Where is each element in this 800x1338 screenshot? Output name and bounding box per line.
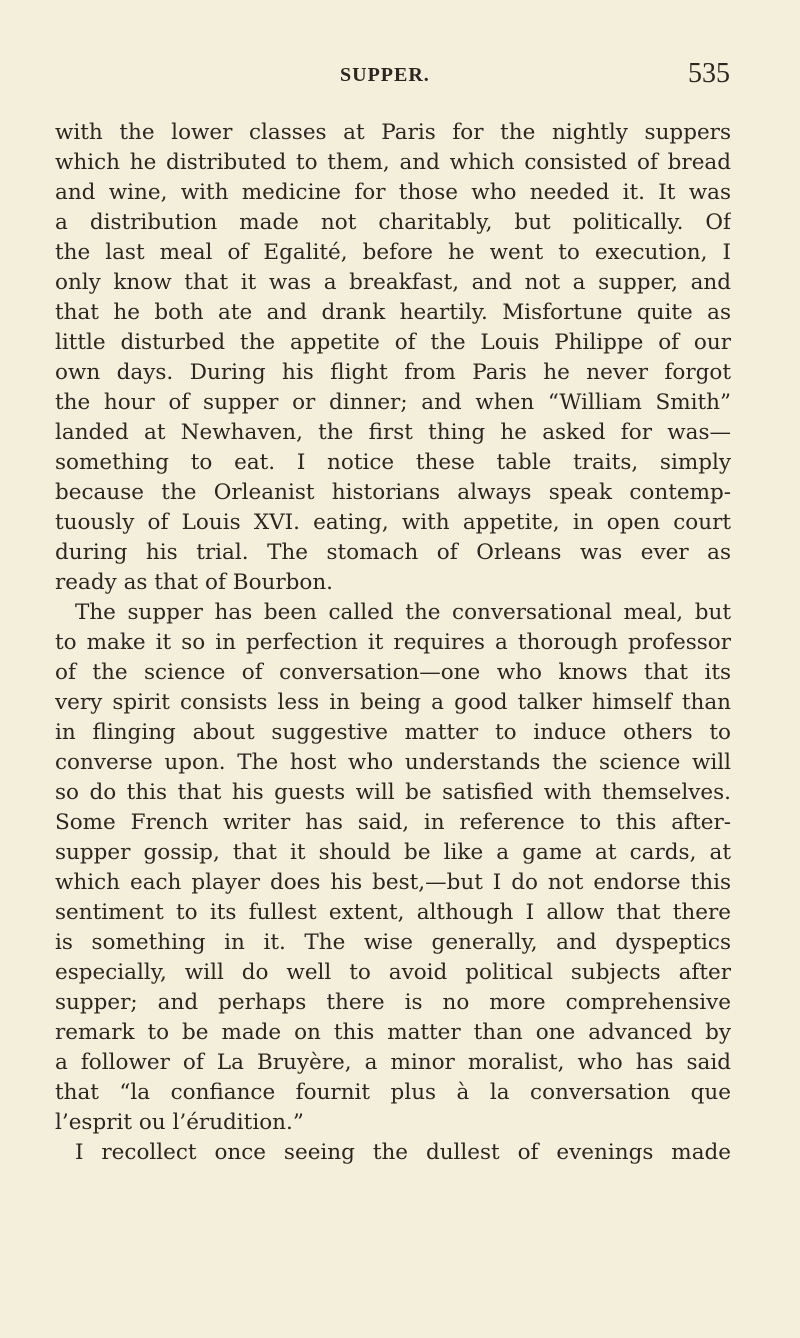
running-title: SUPPER. bbox=[340, 64, 430, 86]
text-line: so do this that his guests will be satisfied with themselves. bbox=[55, 780, 731, 805]
text-line: the hour of supper or dinner; and when “William Smith” bbox=[55, 390, 731, 415]
text-line: which he distributed to them, and which consisted of bread bbox=[55, 150, 731, 175]
page-number: 535 bbox=[688, 58, 730, 89]
text-line: to make it so in perfection it requires a thorough professor bbox=[55, 630, 731, 655]
text-line: the last meal of Egalité, before he went to execution, I bbox=[55, 240, 731, 265]
text-line: a follower of La Bruyère, a minor moralist, who has said bbox=[55, 1050, 731, 1075]
text-line: Some French writer has said, in reference to this after- bbox=[55, 810, 731, 835]
text-line: remark to be made on this matter than one advanced by bbox=[55, 1020, 731, 1045]
text-line: during his trial. The stomach of Orleans was ever as bbox=[55, 540, 731, 565]
text-line: and wine, with medicine for those who needed it. It was bbox=[55, 180, 731, 205]
running-head bbox=[0, 58, 800, 94]
text-line: in flinging about suggestive matter to induce others to bbox=[55, 720, 731, 745]
text-line: converse upon. The host who understands the science will bbox=[55, 750, 731, 775]
text-line: sentiment to its fullest extent, although I allow that there bbox=[55, 900, 731, 925]
text-line: only know that it was a breakfast, and not a supper, and bbox=[55, 270, 731, 295]
text-line: because the Orleanist historians always speak contemp- bbox=[55, 480, 731, 505]
text-line: supper gossip, that it should be like a game at cards, at bbox=[55, 840, 731, 865]
text-line: with the lower classes at Paris for the nightly suppers bbox=[55, 120, 731, 145]
text-line: own days. During his flight from Paris he never forgot bbox=[55, 360, 731, 385]
text-line: The supper has been called the conversational meal, but bbox=[75, 600, 731, 625]
text-line: tuously of Louis XVI. eating, with appetite, in open court bbox=[55, 510, 731, 535]
text-line: of the science of conversation—one who knows that its bbox=[55, 660, 731, 685]
text-line: very spirit consists less in being a good talker himself than bbox=[55, 690, 731, 715]
text-line: especially, will do well to avoid political subjects after bbox=[55, 960, 731, 985]
text-line: little disturbed the appetite of the Louis Philippe of our bbox=[55, 330, 731, 355]
text-line: which each player does his best,—but I do not endorse this bbox=[55, 870, 731, 895]
body-text bbox=[55, 118, 731, 1168]
text-line: a distribution made not charitably, but politically. Of bbox=[55, 210, 731, 235]
text-line: that “la confiance fournit plus à la conversation que bbox=[55, 1080, 731, 1105]
text-line: I recollect once seeing the dullest of evenings made bbox=[75, 1140, 731, 1165]
text-line: something to eat. I notice these table traits, simply bbox=[55, 450, 731, 475]
text-line: supper; and perhaps there is no more comprehensive bbox=[55, 990, 731, 1015]
text-line: ready as that of Bourbon. bbox=[55, 570, 334, 595]
text-line: that he both ate and drank heartily. Misfortune quite as bbox=[55, 300, 731, 325]
text-line: is something in it. The wise generally, and dyspeptics bbox=[55, 930, 731, 955]
text-line: l’esprit ou l’érudition.” bbox=[55, 1110, 304, 1135]
text-line: landed at Newhaven, the first thing he asked for was— bbox=[55, 420, 731, 445]
